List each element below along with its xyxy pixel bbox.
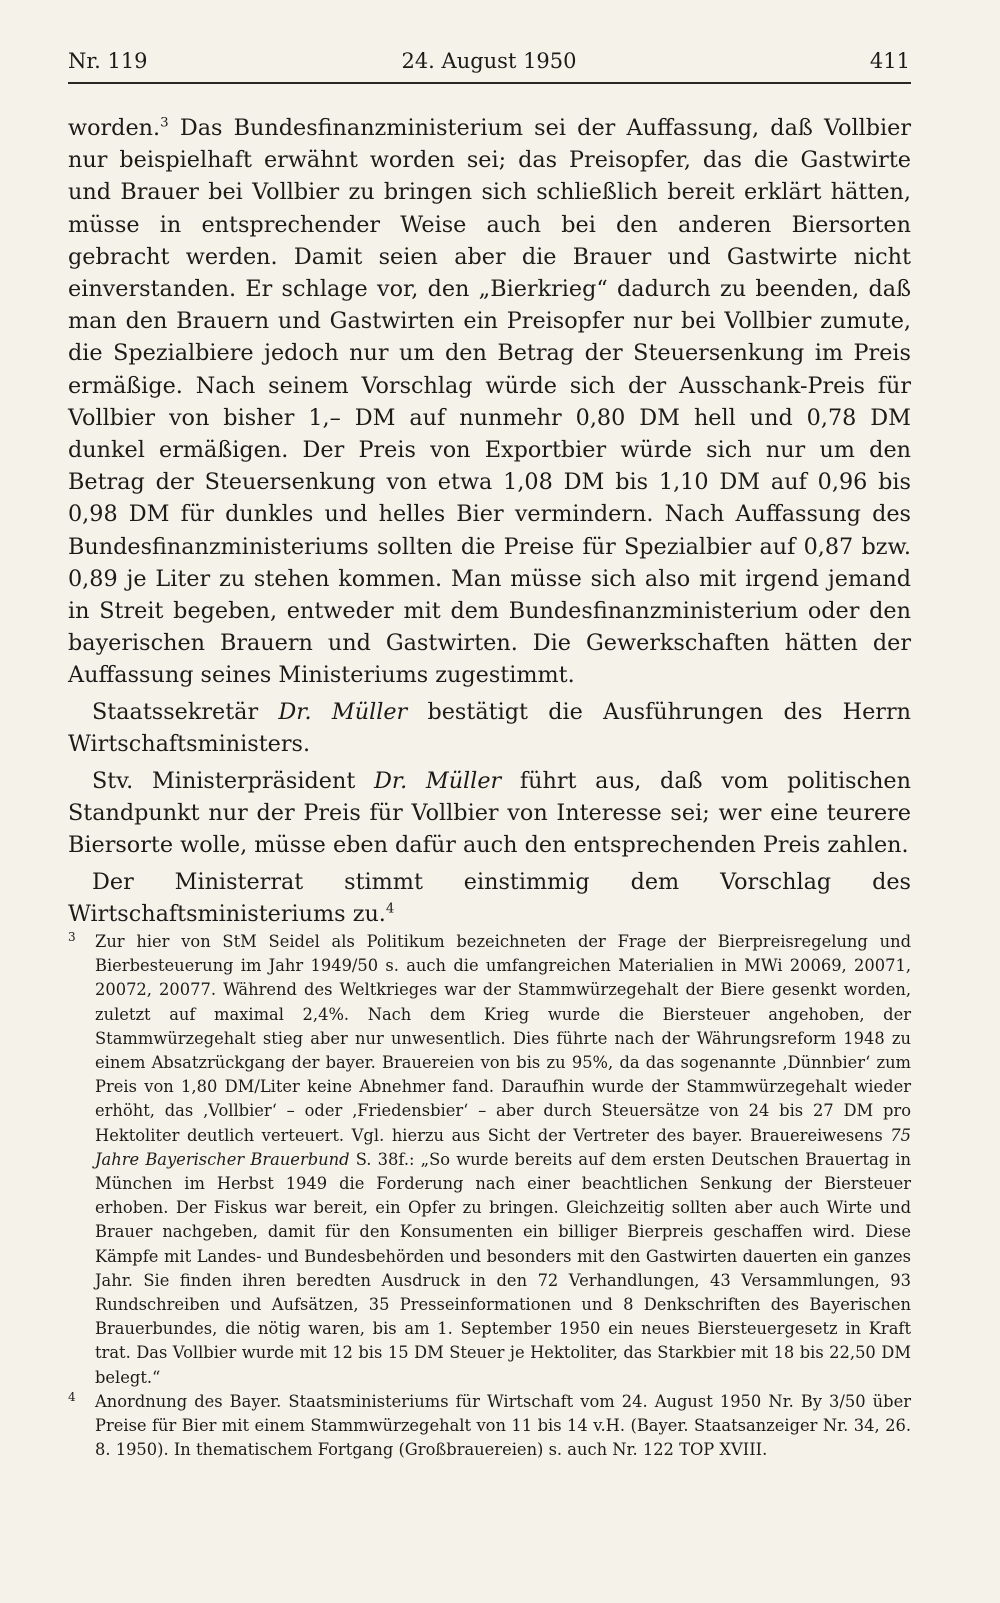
paragraph-1-text: Das Bundesfinanzministerium sei der Auffassung, daß Vollbier nur beispielhaft erwähnt worden sei; das Preisopfer, das die Gastwirte und Brauer bei Vollbier zu bringen sich schließlich bereit erklärt hätten, müsse in entsprechender Weise auch bei den anderen Biersorten gebracht werden. Damit seien aber die Brauer und Gastwirte nicht einverstanden. Er schlage vor, den „Bierkrieg“ dadurch zu beenden, daß man den Brauern und Gastwirten ein Preisopfer nur bei Vollbier zumute, die Spezialbiere jedoch nur um den Betrag der Steuersenkung im Preis ermäßige. Nach seinem Vorschlag würde sich der Ausschank-Preis für Vollbier von bisher 1,– DM auf nunmehr 0,80 DM hell und 0,78 DM dunkel ermäßigen. Der Preis von Exportbier würde sich nur um den Betrag der Steuersenkung von etwa 1,08 DM bis 1,10 DM auf 0,96 bis 0,98 DM für dunkles und helles Bier vermindern. Nach Auffassung des Bundesfinanzministeriums sollten die Preise für Spezialbier auf 0,87 bzw. 0,89 je Liter zu stehen kommen. Man müsse sich also mit irgend jemand in Streit begeben, entweder mit dem Bundesfinanzministerium oder den bayerischen Brauern und Gastwirten. Die Gewerkschaften hätten der Auffassung seines Ministeriums zugestimmt.: [68, 115, 911, 689]
header-date: 24. August 1950: [401, 49, 577, 73]
paragraph-1: [68, 112, 911, 692]
paragraph-1-start: worden.: [68, 115, 161, 141]
footnote-ref-4[interactable]: 4: [385, 901, 395, 917]
document-number: Nr. 119: [68, 49, 148, 73]
paragraph-2: [68, 696, 911, 760]
cited-title: 75 Jahre Bayerischer Brauerbund: [95, 1125, 911, 1169]
paragraph-2-text: bestätigt die Ausführungen des Herrn Wirtschaftsministers.: [68, 699, 911, 758]
footnote-3: [68, 930, 911, 1390]
footnotes: [68, 930, 911, 1462]
paragraph-2-lead: Staatssekretär: [92, 699, 279, 726]
paragraph-3: [68, 765, 911, 862]
paragraph-4-text: Der Ministerrat stimmt einstimmig dem Vorschlag des Wirtschaftsministeriums zu.: [68, 869, 911, 928]
speaker-name: Dr. Müller: [278, 699, 408, 726]
footnote-4-text: Anordnung des Bayer. Staatsministeriums für Wirtschaft vom 24. August 1950 Nr. By 3/50 über Preise für Bier mit einem Stammwürzegehalt von 11 bis 14 v.H. (Bayer. Staatsanzeiger Nr. 34, 26. 8. 1950). In thematischem Fortgang (Großbrauereien) s. auch Nr. 122 TOP XVIII.: [95, 1391, 911, 1460]
main-text: [68, 112, 911, 931]
paragraph-4: [68, 866, 911, 930]
footnote-3-text: Zur hier von StM Seidel als Politikum bezeichneten der Frage der Bierpreisregelung und Bierbesteuerung im Jahr 1949/50 s. auch die umfangreichen Materialien in MWi 20069, 20071, 20072, 20077. Während des Weltkrieges war der Stammwürzegehalt der Biere gesenkt worden, zuletzt auf maximal 2,4%. Nach dem Krieg wurde die Biersteuer angehoben, der Stammwürzegehalt stieg aber nur unwesentlich. Dies führte nach der Währungsreform 1948 zu einem Absatzrückgang der bayer. Brauereien von bis zu 95%, da das sogenannte ‚Dünnbier‘ zum Preis von 1,80 DM/Liter keine Abnehmer fand. Daraufhin wurde der Stammwürzegehalt wieder erhöht, das ‚Vollbier‘ – oder ‚Friedensbier‘ – aber durch Steuersätze von 24 bis 27 DM pro Hektoliter deutlich verteuert. Vgl. hierzu aus Sicht der Vertreter des bayer. Brauereiwesens: [95, 932, 911, 1145]
footnote-ref-3[interactable]: 3: [160, 115, 169, 131]
paragraph-3-text: führt aus, daß vom politischen Standpunkt nur der Preis für Vollbier von Interesse sei; wer eine teurere Biersorte wolle, müsse eben dafür auch den entsprechenden Preis zahlen.: [68, 768, 911, 859]
footnote-3-quote: S. 38f.: „So wurde bereits auf dem ersten Deutschen Brauertag in München im Herbst 1949 die Forderung nach einer beachtlichen Senkung der Biersteuer erhoben. Der Fiskus war bereit, ein Opfer zu bringen. Gleichzeitig sollten aber auch Wirte und Brauer nachgeben, damit für den Konsumenten ein billiger Bierpreis geschaffen wird. Diese Kämpfe mit Landes- und Bundesbehörden und besonders mit den Gastwirten dauerten ein ganzes Jahr. Sie finden ihren beredten Ausdruck in den 72 Verhandlungen, 43 Versammlungen, 93 Rundschreiben und Aufsätzen, 35 Presseinformationen und 8 Denkschriften des Bayerischen Brauerbundes, die nötig waren, bis am 1. September 1950 ein neues Biersteuergesetz in Kraft trat. Das Vollbier wurde mit 12 bis 15 DM Steuer je Hektoliter, das Starkbier mit 18 bis 22,50 DM belegt.“: [95, 1149, 911, 1387]
footnote-4: [68, 1390, 911, 1463]
speaker-name: Dr. Müller: [373, 768, 502, 795]
running-header: [68, 44, 910, 78]
paragraph-3-lead: Stv. Ministerpräsident: [92, 768, 374, 795]
footnote-number: 4: [68, 1389, 76, 1404]
page-number: 411: [869, 49, 910, 73]
header-rule: [68, 82, 911, 84]
footnote-number: 3: [68, 930, 76, 944]
